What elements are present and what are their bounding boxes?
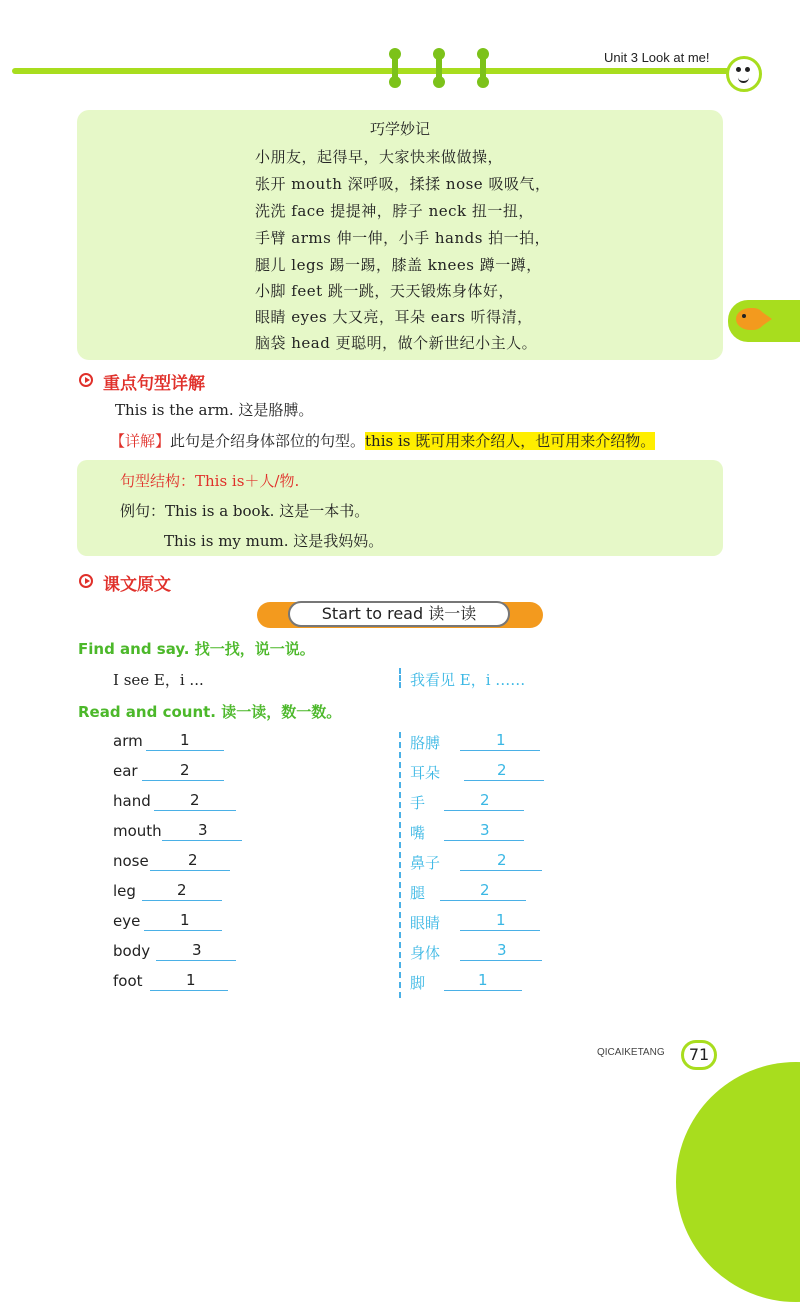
word-en: leg bbox=[113, 882, 136, 900]
explain-tag: 【详解】 bbox=[110, 432, 171, 450]
poem-line: 小朋友，起得早，大家快来做做操， bbox=[255, 148, 504, 166]
answer-count: 3 bbox=[198, 821, 208, 839]
footer-decoration bbox=[676, 1062, 800, 1302]
pattern-structure: 句型结构：This is＋人/物. bbox=[120, 472, 300, 490]
section-title: 重点句型详解 bbox=[103, 374, 205, 394]
word-cn: 嘴 bbox=[410, 824, 426, 842]
section-title: 课文原文 bbox=[103, 575, 171, 595]
answer-count: 1 bbox=[186, 971, 196, 989]
find-chinese: 我看见 E，i …… bbox=[410, 671, 526, 689]
explain-line bbox=[110, 430, 655, 451]
answer-line bbox=[460, 960, 542, 961]
word-cn: 鼻子 bbox=[410, 854, 441, 872]
word-en: nose bbox=[113, 852, 149, 870]
binder-pin-icon bbox=[480, 50, 486, 86]
answer-count-cn: 1 bbox=[478, 971, 488, 989]
read-heading: Read and count. 读一读，数一数。 bbox=[78, 703, 342, 721]
word-en: mouth bbox=[113, 822, 162, 840]
answer-line bbox=[464, 780, 544, 781]
page-number: 71 bbox=[681, 1040, 717, 1070]
unit-title: Unit 3 Look at me! bbox=[604, 50, 710, 65]
answer-line bbox=[150, 870, 230, 871]
binder-pin-icon bbox=[436, 50, 442, 86]
explain-text: 此句是介绍身体部位的句型。 bbox=[170, 432, 366, 450]
find-english: I see E，i ... bbox=[113, 671, 204, 689]
answer-line bbox=[440, 900, 526, 901]
answer-count: 2 bbox=[180, 761, 190, 779]
answer-line bbox=[460, 870, 542, 871]
example-sentence: 例句：This is a book. 这是一本书。 bbox=[120, 502, 370, 520]
answer-line bbox=[162, 840, 242, 841]
answer-line bbox=[156, 960, 236, 961]
word-cn: 胳膊 bbox=[410, 734, 441, 752]
answer-line bbox=[142, 900, 222, 901]
poem-line: 脑袋 head 更聪明，做个新世纪小主人。 bbox=[255, 334, 538, 352]
answer-line bbox=[460, 930, 540, 931]
answer-count-cn: 2 bbox=[497, 851, 507, 869]
answer-line bbox=[142, 780, 224, 781]
word-cn: 身体 bbox=[410, 944, 441, 962]
word-en: ear bbox=[113, 762, 138, 780]
header-bar bbox=[12, 68, 742, 74]
answer-count-cn: 1 bbox=[496, 911, 506, 929]
poem-line: 眼睛 eyes 大又亮，耳朵 ears 听得清， bbox=[255, 308, 533, 326]
divider bbox=[399, 668, 401, 688]
word-cn: 手 bbox=[410, 794, 426, 812]
answer-count: 1 bbox=[180, 911, 190, 929]
answer-count: 2 bbox=[177, 881, 187, 899]
section-bullet-icon bbox=[79, 373, 93, 387]
start-to-read-banner: Start to read 读一读 bbox=[288, 601, 510, 627]
answer-line bbox=[144, 930, 222, 931]
footer-brand: QICAIKETANG bbox=[597, 1047, 665, 1058]
answer-count-cn: 3 bbox=[480, 821, 490, 839]
word-cn: 腿 bbox=[410, 884, 426, 902]
find-heading: Find and say. 找一找，说一说。 bbox=[78, 640, 315, 658]
example-sentence: This is my mum. 这是我妈妈。 bbox=[164, 532, 384, 550]
answer-count-cn: 1 bbox=[496, 731, 506, 749]
poem-title: 巧学妙记 bbox=[369, 120, 430, 138]
answer-count-cn: 2 bbox=[497, 761, 507, 779]
answer-line bbox=[146, 750, 224, 751]
poem-line: 洗洗 face 提提神，脖子 neck 扭一扭， bbox=[255, 202, 534, 220]
binder-pin-icon bbox=[392, 50, 398, 86]
word-cn: 眼睛 bbox=[410, 914, 441, 932]
key-sentence: This is the arm. 这是胳膊。 bbox=[115, 401, 314, 419]
divider bbox=[399, 732, 401, 998]
answer-count: 2 bbox=[188, 851, 198, 869]
answer-count: 1 bbox=[180, 731, 190, 749]
answer-count: 2 bbox=[190, 791, 200, 809]
answer-line bbox=[150, 990, 228, 991]
answer-line bbox=[444, 840, 524, 841]
word-en: body bbox=[113, 942, 151, 960]
answer-count: 3 bbox=[192, 941, 202, 959]
poem-line: 张开 mouth 深呼吸，揉揉 nose 吸吸气， bbox=[255, 175, 551, 193]
answer-count-cn: 2 bbox=[480, 791, 490, 809]
poem-line: 手臂 arms 伸一伸，小手 hands 拍一拍， bbox=[255, 229, 551, 247]
answer-line bbox=[444, 810, 524, 811]
answer-count-cn: 3 bbox=[497, 941, 507, 959]
answer-count-cn: 2 bbox=[480, 881, 490, 899]
word-en: eye bbox=[113, 912, 141, 930]
poem-line: 小脚 feet 跳一跳，天天锻炼身体好， bbox=[255, 282, 514, 300]
word-en: foot bbox=[113, 972, 143, 990]
word-cn: 耳朵 bbox=[410, 764, 441, 782]
poem-line: 腿儿 legs 踢一踢，膝盖 knees 蹲一蹲， bbox=[255, 256, 542, 274]
word-en: hand bbox=[113, 792, 151, 810]
word-en: arm bbox=[113, 732, 143, 750]
answer-line bbox=[154, 810, 236, 811]
fish-icon bbox=[736, 308, 764, 330]
answer-line bbox=[460, 750, 540, 751]
explain-highlight: this is 既可用来介绍人，也可用来介绍物。 bbox=[365, 432, 656, 450]
mascot-icon bbox=[726, 56, 762, 92]
section-bullet-icon bbox=[79, 574, 93, 588]
answer-line bbox=[444, 990, 522, 991]
word-cn: 脚 bbox=[410, 974, 426, 992]
